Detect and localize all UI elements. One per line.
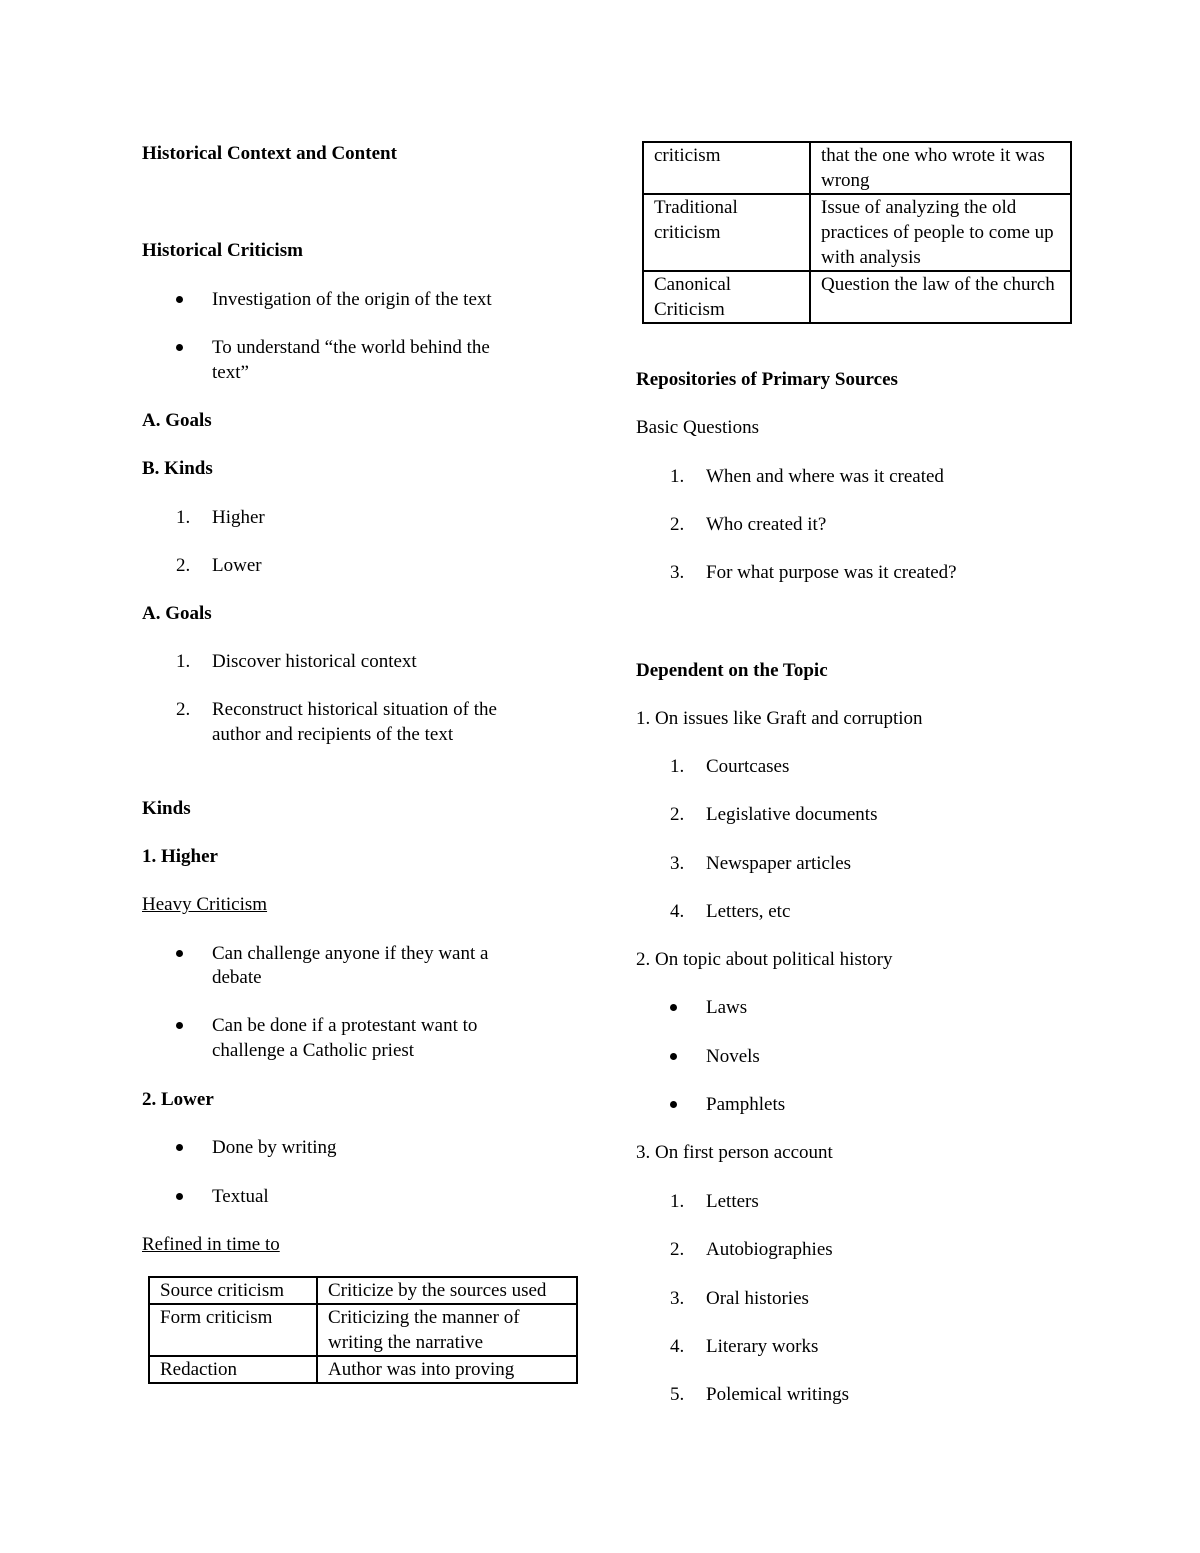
list-number: 2. <box>670 804 685 825</box>
kinds-heading: B. Kinds <box>142 458 213 479</box>
list-number: 1. <box>670 756 685 777</box>
list-number: 1. <box>176 507 191 528</box>
bullet-icon <box>176 1022 183 1029</box>
goals-heading-2: A. Goals <box>142 603 212 624</box>
list-number: 3. <box>670 853 685 874</box>
list-number: 2. <box>176 555 191 576</box>
criticism-table-right <box>642 141 1072 324</box>
table-cell: Traditional criticism <box>643 194 810 271</box>
higher-heading: 1. Higher <box>142 846 218 867</box>
list-item-continuation: debate <box>212 967 262 988</box>
list-item: For what purpose was it created? <box>706 562 957 583</box>
list-item: Textual <box>212 1186 269 1207</box>
list-item: Letters, etc <box>706 901 791 922</box>
lower-heading: 2. Lower <box>142 1089 214 1110</box>
list-item: Autobiographies <box>706 1239 833 1260</box>
list-item: Lower <box>212 555 262 576</box>
dependent-heading: Dependent on the Topic <box>636 660 828 681</box>
list-item: Done by writing <box>212 1137 337 1158</box>
list-item: Investigation of the origin of the text <box>212 289 492 310</box>
list-item: Reconstruct historical situation of the <box>212 699 497 720</box>
list-number: 2. <box>670 514 685 535</box>
page-title: Historical Context and Content <box>142 143 397 164</box>
list-item: Laws <box>706 997 748 1018</box>
criticism-table-left <box>148 1276 578 1384</box>
table-cell: Form criticism <box>149 1304 317 1356</box>
list-number: 3. <box>670 1288 685 1309</box>
goals-heading: A. Goals <box>142 410 212 431</box>
table-row <box>643 271 1071 323</box>
list-item-continuation: challenge a Catholic priest <box>212 1040 415 1061</box>
list-number: 1. <box>176 651 191 672</box>
topic-item-1: 1. On issues like Graft and corruption <box>636 708 923 729</box>
list-number: 1. <box>670 466 685 487</box>
list-number: 3. <box>670 562 685 583</box>
table-cell: criticism <box>643 142 810 194</box>
kinds-section-heading: Kinds <box>142 798 191 819</box>
table-cell: Issue of analyzing the old practices of people to come up with analysis <box>810 194 1071 271</box>
list-item: To understand “the world behind the <box>212 337 490 358</box>
list-item: Oral histories <box>706 1288 809 1309</box>
bullet-icon <box>176 1193 183 1200</box>
repositories-heading: Repositories of Primary Sources <box>636 369 898 390</box>
list-number: 5. <box>670 1384 685 1405</box>
table-row <box>643 142 1071 194</box>
list-item: Can challenge anyone if they want a <box>212 943 489 964</box>
list-item: Literary works <box>706 1336 819 1357</box>
list-item: Pamphlets <box>706 1094 786 1115</box>
table-cell: Criticize by the sources used <box>317 1277 577 1304</box>
bullet-icon <box>176 1144 183 1151</box>
list-item: Novels <box>706 1046 760 1067</box>
list-item: Who created it? <box>706 514 827 535</box>
bullet-icon <box>176 296 183 303</box>
bullet-icon <box>176 950 183 957</box>
list-item-continuation: author and recipients of the text <box>212 724 454 745</box>
list-item: Polemical writings <box>706 1384 850 1405</box>
table-cell: Redaction <box>149 1356 317 1383</box>
list-number: 4. <box>670 901 685 922</box>
topic-item-2: 2. On topic about political history <box>636 949 893 970</box>
heavy-criticism-label: Heavy Criticism <box>142 894 268 915</box>
list-item: Legislative documents <box>706 804 878 825</box>
list-number: 1. <box>670 1191 685 1212</box>
list-item: Courtcases <box>706 756 790 777</box>
table-row <box>149 1356 577 1383</box>
table-cell: Question the law of the church <box>810 271 1071 323</box>
bullet-icon <box>670 1004 677 1011</box>
table-cell: Criticizing the manner of writing the narrative <box>317 1304 577 1356</box>
list-item-continuation: text” <box>212 362 249 383</box>
list-item: Higher <box>212 507 265 528</box>
list-item: Discover historical context <box>212 651 417 672</box>
refined-label: Refined in time to <box>142 1234 280 1255</box>
list-number: 4. <box>670 1336 685 1357</box>
list-item: Newspaper articles <box>706 853 852 874</box>
bullet-icon <box>670 1101 677 1108</box>
table-row <box>149 1277 577 1304</box>
topic-item-3: 3. On first person account <box>636 1142 833 1163</box>
list-number: 2. <box>670 1239 685 1260</box>
list-number: 2. <box>176 699 191 720</box>
historical-criticism-heading: Historical Criticism <box>142 240 303 261</box>
basic-questions-label: Basic Questions <box>636 417 759 438</box>
list-item: Letters <box>706 1191 759 1212</box>
table-cell: Source criticism <box>149 1277 317 1304</box>
list-item: When and where was it created <box>706 466 944 487</box>
bullet-icon <box>670 1053 677 1060</box>
table-row <box>643 194 1071 271</box>
list-item: Can be done if a protestant want to <box>212 1015 478 1036</box>
table-row <box>149 1304 577 1356</box>
table-cell: Canonical Criticism <box>643 271 810 323</box>
table-cell: that the one who wrote it was wrong <box>810 142 1071 194</box>
bullet-icon <box>176 344 183 351</box>
table-cell: Author was into proving <box>317 1356 577 1383</box>
